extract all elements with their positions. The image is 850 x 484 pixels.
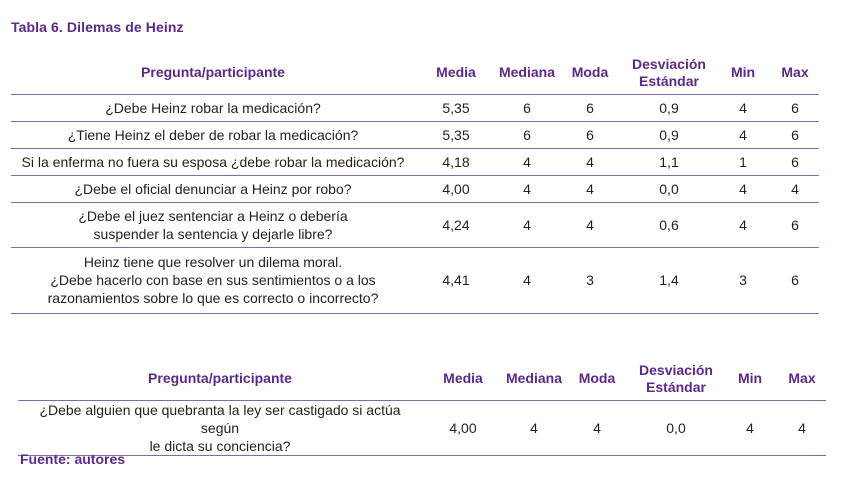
min-cell: 1 <box>715 148 771 175</box>
question-cell <box>11 148 415 175</box>
header-media: Media <box>443 370 483 387</box>
desviacion-cell: 0,9 <box>623 94 715 121</box>
max-cell: 4 <box>778 400 826 455</box>
moda-cell: 3 <box>557 247 623 313</box>
min-cell: 4 <box>715 121 771 148</box>
desviacion-cell: 1,1 <box>623 148 715 175</box>
header-max: Max <box>788 370 816 387</box>
header-desviacion-line2: Estándar <box>646 378 706 395</box>
table-row <box>11 148 819 175</box>
desviacion-cell: 0,9 <box>623 121 715 148</box>
header-desviacion-line2: Estándar <box>639 72 699 89</box>
table-header-row <box>11 52 819 94</box>
table-row <box>11 202 819 247</box>
question-text: ¿Tiene Heinz el deber de robar la medicación? <box>67 126 359 143</box>
min-cell: 4 <box>715 94 771 121</box>
question-text-line2: suspender la sentencia y dejarle libre? <box>93 225 333 242</box>
desviacion-cell: 1,4 <box>623 247 715 313</box>
moda-cell: 4 <box>557 202 623 247</box>
header-desviacion-line1: Desviación <box>639 361 713 378</box>
media-cell: 4,00 <box>422 400 504 455</box>
header-min: Min <box>737 370 763 387</box>
heinz-dilemmas-table <box>11 52 819 314</box>
table-row <box>11 175 819 202</box>
min-cell: 3 <box>715 247 771 313</box>
moda-cell: 4 <box>557 148 623 175</box>
source-note: Fuente: autores <box>20 451 126 467</box>
question-text-line1: ¿Debe alguien que quebranta la ley ser castigado si actúa según <box>39 401 401 436</box>
mediana-cell: 4 <box>497 202 557 247</box>
min-cell: 4 <box>715 175 771 202</box>
media-cell: 5,35 <box>415 121 497 148</box>
mediana-cell: 4 <box>497 148 557 175</box>
question-text: ¿Debe el oficial denunciar a Heinz por robo? <box>74 180 352 197</box>
media-cell: 4,00 <box>415 175 497 202</box>
question-text: Si la enferma no fuera su esposa ¿debe robar la medicación? <box>21 153 405 170</box>
question-cell <box>11 94 415 121</box>
header-mediana: Mediana <box>505 370 562 387</box>
question-text-line2: ¿Debe hacerlo con base en sus sentimientos o a los <box>50 272 376 288</box>
header-mediana: Mediana <box>498 64 555 81</box>
min-cell: 4 <box>715 202 771 247</box>
moda-cell: 6 <box>557 94 623 121</box>
media-cell: 4,24 <box>415 202 497 247</box>
media-cell: 4,18 <box>415 148 497 175</box>
header-question: Pregunta/participante <box>148 370 292 387</box>
moda-cell: 4 <box>564 400 630 455</box>
question-cell <box>11 247 415 313</box>
moda-cell: 6 <box>557 121 623 148</box>
mediana-cell: 6 <box>497 121 557 148</box>
header-max: Max <box>781 64 809 81</box>
mediana-cell: 6 <box>497 94 557 121</box>
table-caption: Tabla 6. Dilemas de Heinz <box>11 19 184 35</box>
header-moda: Moda <box>571 64 609 81</box>
table-row <box>11 121 819 148</box>
mediana-cell: 4 <box>497 247 557 313</box>
question-cell <box>11 202 415 247</box>
header-desviacion-line1: Desviación <box>632 55 706 72</box>
desviacion-cell: 0,0 <box>630 400 722 455</box>
question-text-line3: razonamientos sobre lo que es correcto o incorrecto? <box>47 290 379 306</box>
desviacion-cell: 0,0 <box>623 175 715 202</box>
header-media: Media <box>436 64 476 81</box>
conscience-question-table <box>18 358 826 456</box>
question-text-line2: le dicta su conciencia? <box>149 437 291 454</box>
header-question: Pregunta/participante <box>141 64 285 81</box>
table-row <box>11 247 819 313</box>
question-cell <box>11 121 415 148</box>
table-row <box>18 400 826 455</box>
media-cell: 5,35 <box>415 94 497 121</box>
header-min: Min <box>730 64 756 81</box>
question-text: ¿Debe Heinz robar la medicación? <box>105 99 321 116</box>
mediana-cell: 4 <box>497 175 557 202</box>
question-text-line1: ¿Debe el juez sentenciar a Heinz o debería <box>78 207 348 224</box>
question-text-line1: Heinz tiene que resolver un dilema moral. <box>83 254 343 270</box>
moda-cell: 4 <box>557 175 623 202</box>
question-cell <box>18 400 422 455</box>
question-cell <box>11 175 415 202</box>
mediana-cell: 4 <box>504 400 564 455</box>
max-cell: 6 <box>771 148 819 175</box>
header-desviacion <box>623 52 715 94</box>
table-row <box>11 94 819 121</box>
max-cell: 4 <box>771 175 819 202</box>
desviacion-cell: 0,6 <box>623 202 715 247</box>
table-header-row <box>18 358 826 400</box>
header-moda: Moda <box>578 370 616 387</box>
media-cell: 4,41 <box>415 247 497 313</box>
max-cell: 6 <box>771 121 819 148</box>
max-cell: 6 <box>771 94 819 121</box>
header-desviacion <box>630 358 722 400</box>
max-cell: 6 <box>771 202 819 247</box>
min-cell: 4 <box>722 400 778 455</box>
max-cell: 6 <box>771 247 819 313</box>
